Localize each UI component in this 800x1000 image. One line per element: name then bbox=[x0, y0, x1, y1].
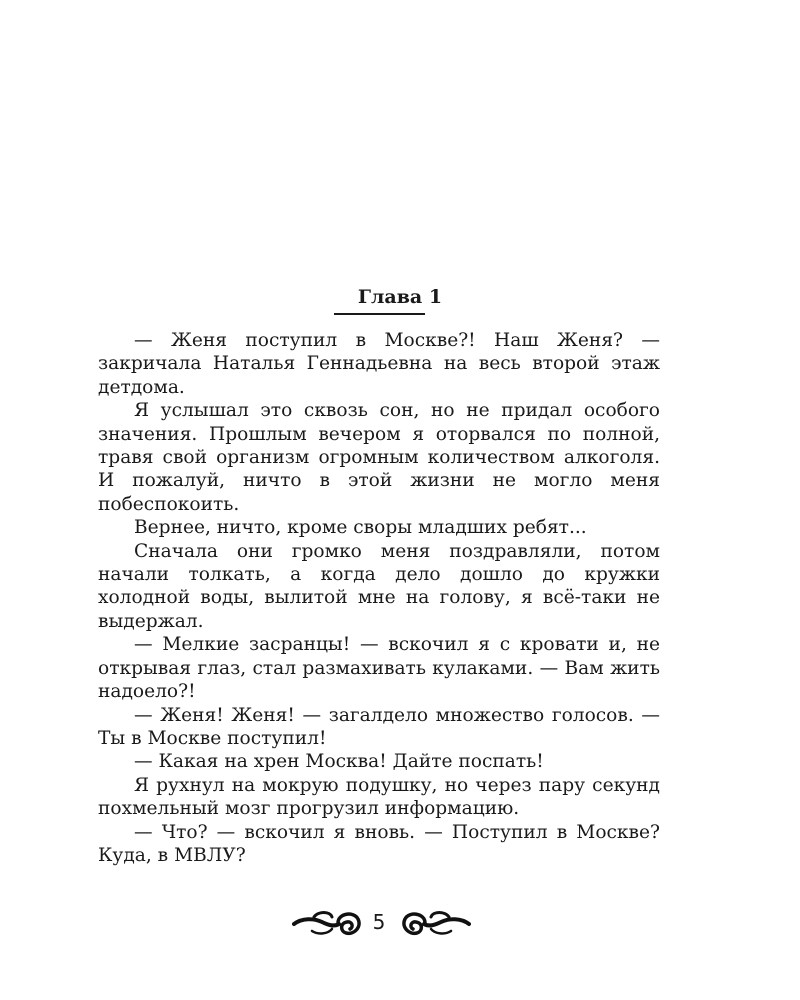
paragraph: Я услышал это сквозь сон, но не придал особого значения. Прошлым вечером я оторвался по полной, травя свой организм огромным количеством алкоголя. И пожалуй, ничто в этой жизни не могло меня побеспокоить. bbox=[98, 400, 660, 515]
chapter-title: Глава 1 bbox=[357, 286, 443, 308]
paragraph: — Мелкие засранцы! — вскочил я с кровати и, не открывая глаз, стал размахивать кулаками. — Вам жить надоело?! bbox=[98, 634, 660, 703]
paragraph: Вернее, ничто, кроме своры младших ребят... bbox=[134, 517, 587, 539]
paragraph: — Какая на хрен Москва! Дайте поспать! bbox=[134, 751, 544, 773]
paragraph: — Что? — вскочил я вновь. — Поступил в Москве? Куда, в МВЛУ? bbox=[98, 821, 660, 866]
page-footer bbox=[0, 905, 800, 941]
paragraph: — Женя поступил в Москве?! Наш Женя? — закричала Наталья Геннадьевна на весь второй этаж детдома. bbox=[98, 330, 660, 398]
body-text bbox=[98, 329, 660, 867]
paragraph: — Женя! Женя! — загалдело множество голосов. — Ты в Москве поступил! bbox=[98, 704, 660, 749]
paragraph: Я рухнул на мокрую подушку, но через пару секунд похмельный мозг прогрузил информацию. bbox=[98, 774, 660, 820]
paragraph: Сначала они громко меня поздравляли, потом начали толкать, а когда дело дошло до кружки холодной воды, вылитой мне на голову, я всё-таки не выдержал. bbox=[98, 540, 660, 632]
scroll-ornament-left-icon bbox=[292, 909, 366, 937]
page-number: 5 bbox=[372, 910, 386, 934]
chapter-title-underline bbox=[334, 313, 425, 315]
scroll-ornament-right-icon bbox=[397, 909, 471, 937]
